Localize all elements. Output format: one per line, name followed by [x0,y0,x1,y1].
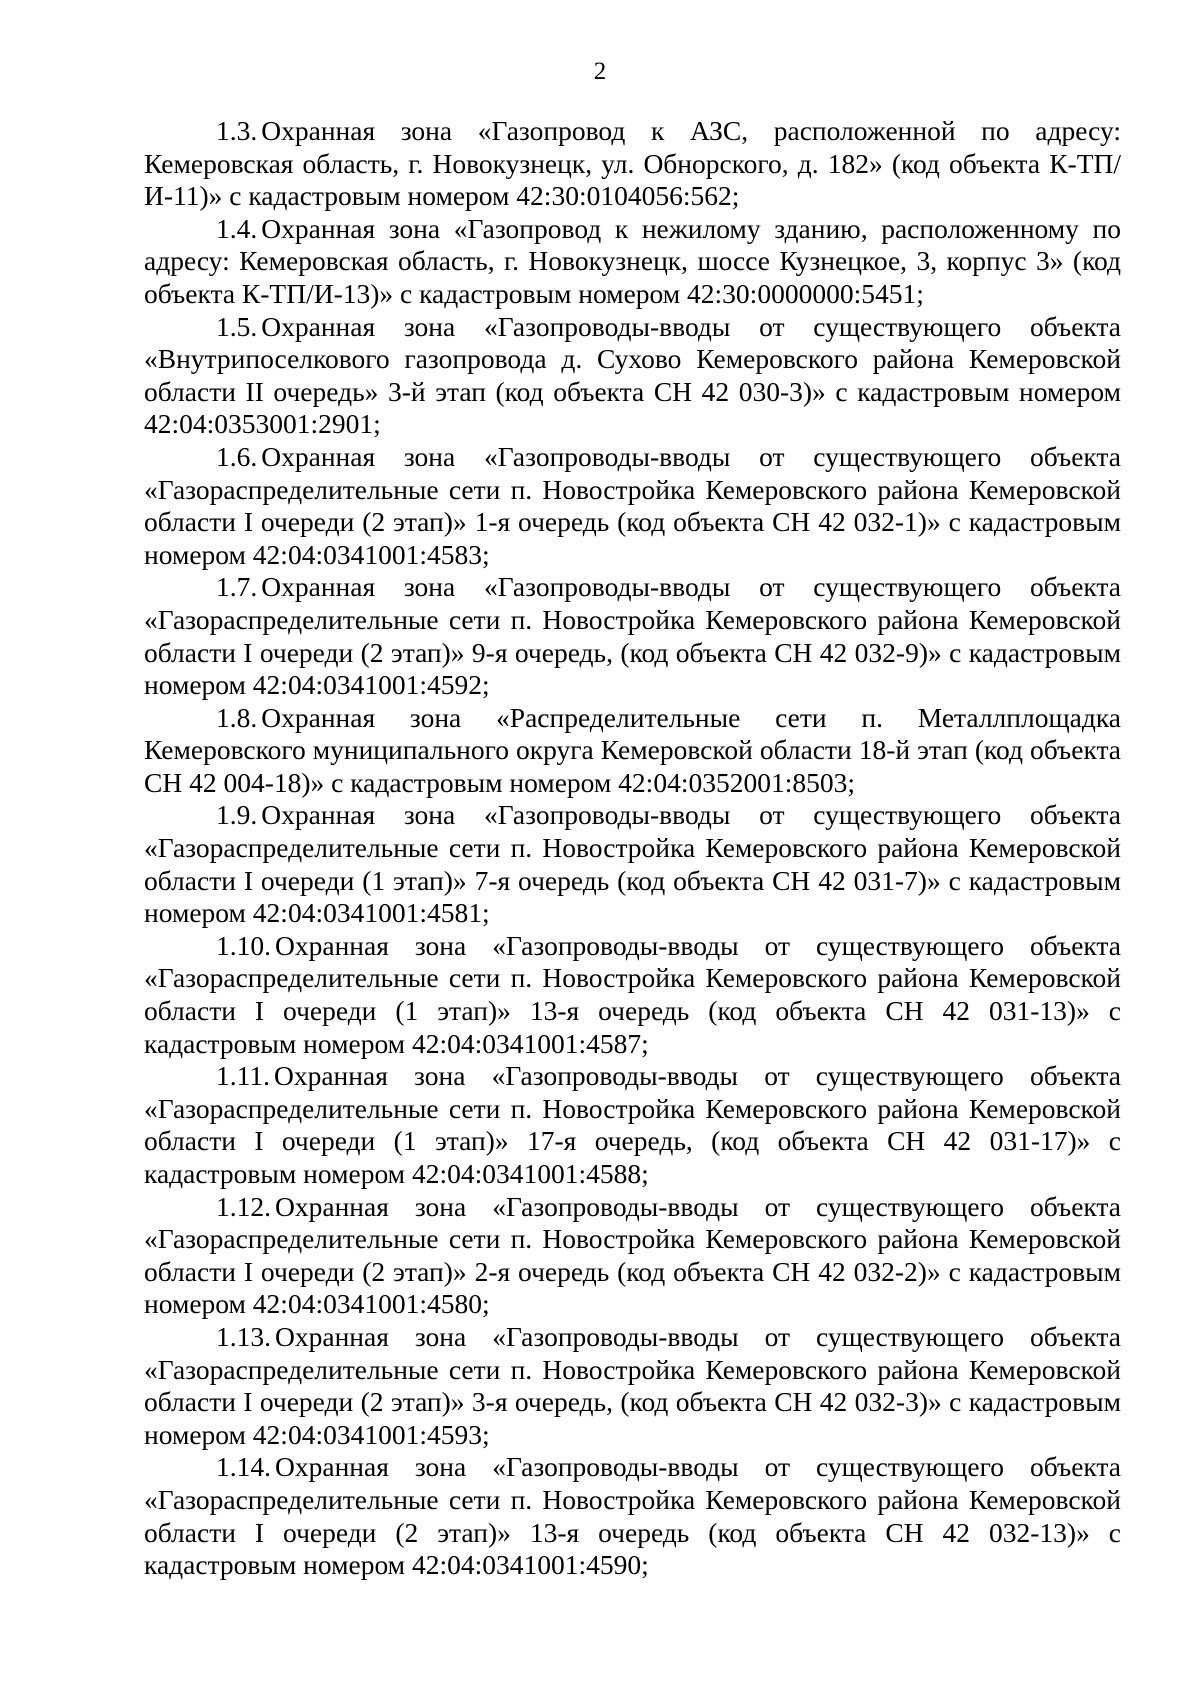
item-number: 1.6. [216,440,258,472]
item-number: 1.11. [216,1060,270,1092]
item-text: Охранная зона «Газопроводы-вводы от существующего объекта «Газораспределительные сети п. Новостройка Кемеровского района Кемеровской области I очереди (1 этап)» 17-я очередь, (код объекта СН 42 031-17)» с кадастровым номером 42:04:0341001:4588; [144,1060,1121,1189]
item-number: 1.3. [216,115,258,146]
item-text: Охранная зона «Газопроводы-вводы от существующего объекта «Газораспределительные сети п. Новостройка Кемеровского района Кемеровской области I очереди (1 этап)» 13-я очередь (код объекта СН 42 031-13)» с кадастровым номером 42:04:0341001:4587; [144,929,1121,1059]
item-number: 1.7. [216,571,258,603]
item-number: 1.4. [216,212,258,244]
item-text: Охранная зона «Газопроводы-вводы от существующего объекта «Газораспределительные сети п. Новостройка Кемеровского района Кемеровской области I очереди (2 этап)» 2-я очередь (код объекта СН 42 032-2)» с кадастровым номером 42:04:0341001:4580; [144,1190,1121,1320]
item-text: Охранная зона «Газопроводы-вводы от существующего объекта «Газораспределительные сети п. Новостройка Кемеровского района Кемеровской области I очереди (2 этап)» 13-я очередь (код объекта СН 42 032-13)» с кадастровым номером 42:04:0341001:4590; [144,1451,1121,1581]
list-item-1-3 [144,115,1121,213]
item-number: 1.5. [216,310,258,342]
item-number: 1.13. [216,1320,271,1352]
item-text: Охранная зона «Газопроводы-вводы от существующего объекта «Газораспределительные сети п. Новостройка Кемеровского района Кемеровской области I очереди (2 этап)» 3-я очередь, (код объекта СН 42 032-3)» с кадастровым номером 42:04:0341001:4593; [144,1320,1121,1450]
list-item-1-4 [144,213,1121,311]
list-item-1-14 [144,1451,1121,1581]
item-text: Охранная зона «Газопровод к нежилому зданию, расположенному по адресу: Кемеровская область, г. Новокузнецк, шоссе Кузнецкое, 3, корпус 3» (код объекта К-ТП/И-13)» с кадастровым номером 42:30:0000000:5451; [144,212,1121,309]
item-text: Охранная зона «Газопроводы-вводы от существующего объекта «Внутрипоселкового газопровода д. Сухово Кемеровского района Кемеровской области II очередь» 3-й этап (код объекта СН 42 030-3)» с кадастровым номером 42:04:0353001:2901; [144,310,1121,440]
item-text: Охранная зона «Газопроводы-вводы от существующего объекта «Газораспределительные сети п. Новостройка Кемеровского района Кемеровской области I очереди (2 этап)» 1-я очередь (код объекта СН 42 032-1)» с кадастровым номером 42:04:0341001:4583; [144,440,1121,570]
list-item-1-12 [144,1191,1121,1321]
item-number: 1.8. [216,701,258,733]
list-item-1-11 [144,1060,1121,1190]
document-body [144,115,1121,1582]
item-text: Охранная зона «Газопровод к АЗС, расположенной по адресу: Кемеровская область, г. Новокузнецк, ул. Обнорского, д. 182» (код объекта К-ТП/И-11)» с кадастровым номером 42:30:0104056:562; [144,115,1121,212]
item-number: 1.14. [216,1451,271,1483]
list-item-1-10 [144,930,1121,1060]
list-item-1-8 [144,702,1121,800]
item-text: Охранная зона «Газопроводы-вводы от существующего объекта «Газораспределительные сети п. Новостройка Кемеровского района Кемеровской области I очереди (2 этап)» 9-я очередь, (код объекта СН 42 032-9)» с кадастровым номером 42:04:0341001:4592; [144,571,1121,701]
item-text: Охранная зона «Распределительные сети п. Металлплощадка Кемеровского муниципального округа Кемеровской области 18-й этап (код объекта СН 42 004-18)» с кадастровым номером 42:04:0352001:8503; [144,701,1121,798]
item-number: 1.12. [216,1190,271,1222]
item-number: 1.9. [216,799,258,831]
list-item-1-7 [144,571,1121,701]
list-item-1-13 [144,1321,1121,1451]
list-item-1-5 [144,311,1121,441]
page-number: 2 [593,58,607,85]
item-text: Охранная зона «Газопроводы-вводы от существующего объекта «Газораспределительные сети п. Новостройка Кемеровского района Кемеровской области I очереди (1 этап)» 7-я очередь (код объекта СН 42 031-7)» с кадастровым номером 42:04:0341001:4581; [144,799,1121,929]
list-item-1-9 [144,799,1121,929]
item-number: 1.10. [216,929,271,961]
list-item-1-6 [144,441,1121,571]
